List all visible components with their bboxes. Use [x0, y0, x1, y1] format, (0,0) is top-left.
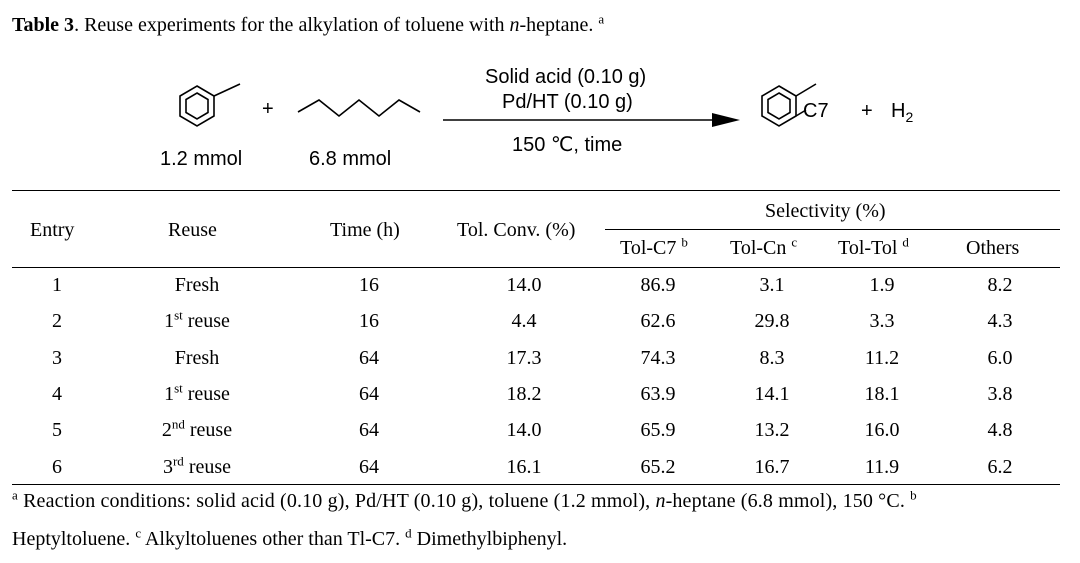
cell-others: 4.3: [987, 310, 1013, 333]
table-label: Table 3: [12, 14, 75, 36]
cell-toltol: 11.9: [864, 455, 900, 478]
cell-others: 4.8: [987, 419, 1013, 442]
cell-tolc7: 86.9: [640, 274, 676, 296]
header-tol-c7: Tol-C7 $^b$: [620, 234, 688, 259]
cell-time: 16: [359, 310, 379, 333]
cell-reuse: 2nd reuse: [161, 416, 233, 442]
header-conversion: Tol. Conv. (%): [457, 219, 576, 241]
cell-tolc7: 65.2: [640, 455, 676, 478]
cell-conv: 4.4: [511, 310, 537, 333]
cell-time: 64: [359, 455, 379, 478]
condition-solid-acid: Solid acid (0.10 g): [485, 66, 647, 88]
cell-time: 16: [359, 274, 379, 296]
cell-others: 6.0: [987, 346, 1013, 369]
cell-reuse: Fresh: [174, 346, 220, 369]
table-top-rule: [12, 190, 1060, 191]
cell-tolc7: 65.9: [640, 419, 676, 442]
caption-text-2: -heptane.: [519, 14, 599, 36]
cell-tolcn: 13.2: [754, 419, 790, 442]
header-entry: Entry: [30, 219, 75, 241]
cell-time: 64: [359, 346, 379, 369]
selectivity-subrule: [605, 229, 1060, 230]
product-c7-group: C7: [803, 100, 829, 122]
heptane-amount: 6.8 mmol: [309, 148, 392, 170]
scheme-plus-2: +: [861, 100, 873, 122]
caption-italic-n: n: [509, 14, 520, 36]
caption-text: . Reuse experiments for the alkylation of toluene with: [74, 14, 510, 36]
hydrogen-product: $H_2$: [891, 100, 914, 125]
cell-entry: 1: [52, 274, 62, 296]
cell-toltol: 11.2: [864, 346, 900, 369]
cell-conv: 16.1: [506, 455, 542, 478]
reaction-arrow: [443, 113, 740, 127]
cell-toltol: 18.1: [864, 382, 900, 405]
cell-entry: 4: [52, 382, 62, 405]
header-selectivity: Selectivity (%): [765, 200, 886, 222]
cell-tolcn: 16.7: [754, 455, 790, 478]
cell-others: 8.2: [987, 274, 1013, 296]
cell-tolc7: 62.6: [640, 310, 676, 333]
cell-reuse: Fresh: [174, 274, 220, 296]
cell-entry: 2: [52, 310, 62, 333]
header-reuse: Reuse: [168, 219, 217, 241]
cell-others: 6.2: [987, 455, 1013, 478]
cell-tolc7: 74.3: [640, 346, 676, 369]
header-bottom-rule: [12, 267, 1060, 268]
cell-tolcn: 14.1: [754, 382, 790, 405]
cell-others: 3.8: [987, 382, 1013, 405]
cell-tolcn: 3.1: [759, 274, 785, 296]
condition-catalyst: Pd/HT (0.10 g): [502, 91, 633, 113]
cell-entry: 3: [52, 346, 62, 369]
cell-tolcn: 29.8: [754, 310, 790, 333]
toluene-amount: 1.2 mmol: [160, 148, 243, 170]
cell-conv: 14.0: [506, 419, 542, 442]
cell-entry: 6: [52, 455, 62, 478]
header-time: Time (h): [330, 219, 400, 241]
toluene-structure: [180, 84, 240, 126]
cell-conv: 18.2: [506, 382, 542, 405]
cell-time: 64: [359, 382, 379, 405]
caption-footnote-mark: a: [598, 11, 605, 27]
cell-reuse: 1st reuse: [164, 307, 230, 333]
header-tol-cn: Tol-Cn $^c$: [730, 234, 798, 259]
cell-tolc7: 63.9: [640, 382, 676, 405]
cell-conv: 14.0: [506, 274, 542, 296]
cell-reuse: 1st reuse: [164, 380, 230, 405]
table-bottom-rule: [12, 484, 1060, 485]
cell-entry: 5: [52, 419, 62, 442]
footnote-line-2: Heptyltoluene. $^c$ Alkyltoluenes other than Tl-C7. $^d$ Dimethylbiphenyl.: [12, 525, 568, 550]
footnote-line-1: $^a$ Reaction conditions: solid acid (0.10 g), Pd/HT (0.10 g), toluene (1.2 mmol), n-heptane (6.8 mmol), 150 °C. $^b$: [12, 487, 917, 512]
cell-time: 64: [359, 419, 379, 442]
cell-tolcn: 8.3: [759, 346, 785, 369]
cell-conv: 17.3: [506, 346, 542, 369]
header-others: Others: [966, 237, 1020, 259]
condition-temperature-time: 150 ℃, time: [512, 134, 623, 156]
heptane-structure: [298, 100, 420, 116]
cell-toltol: 1.9: [869, 274, 895, 296]
cell-toltol: 16.0: [864, 419, 900, 442]
scheme-plus-1: +: [262, 98, 274, 120]
header-tol-tol: Tol-Tol $^d$: [838, 234, 909, 259]
cell-toltol: 3.3: [869, 310, 895, 333]
cell-reuse: 3rd reuse: [162, 452, 232, 478]
